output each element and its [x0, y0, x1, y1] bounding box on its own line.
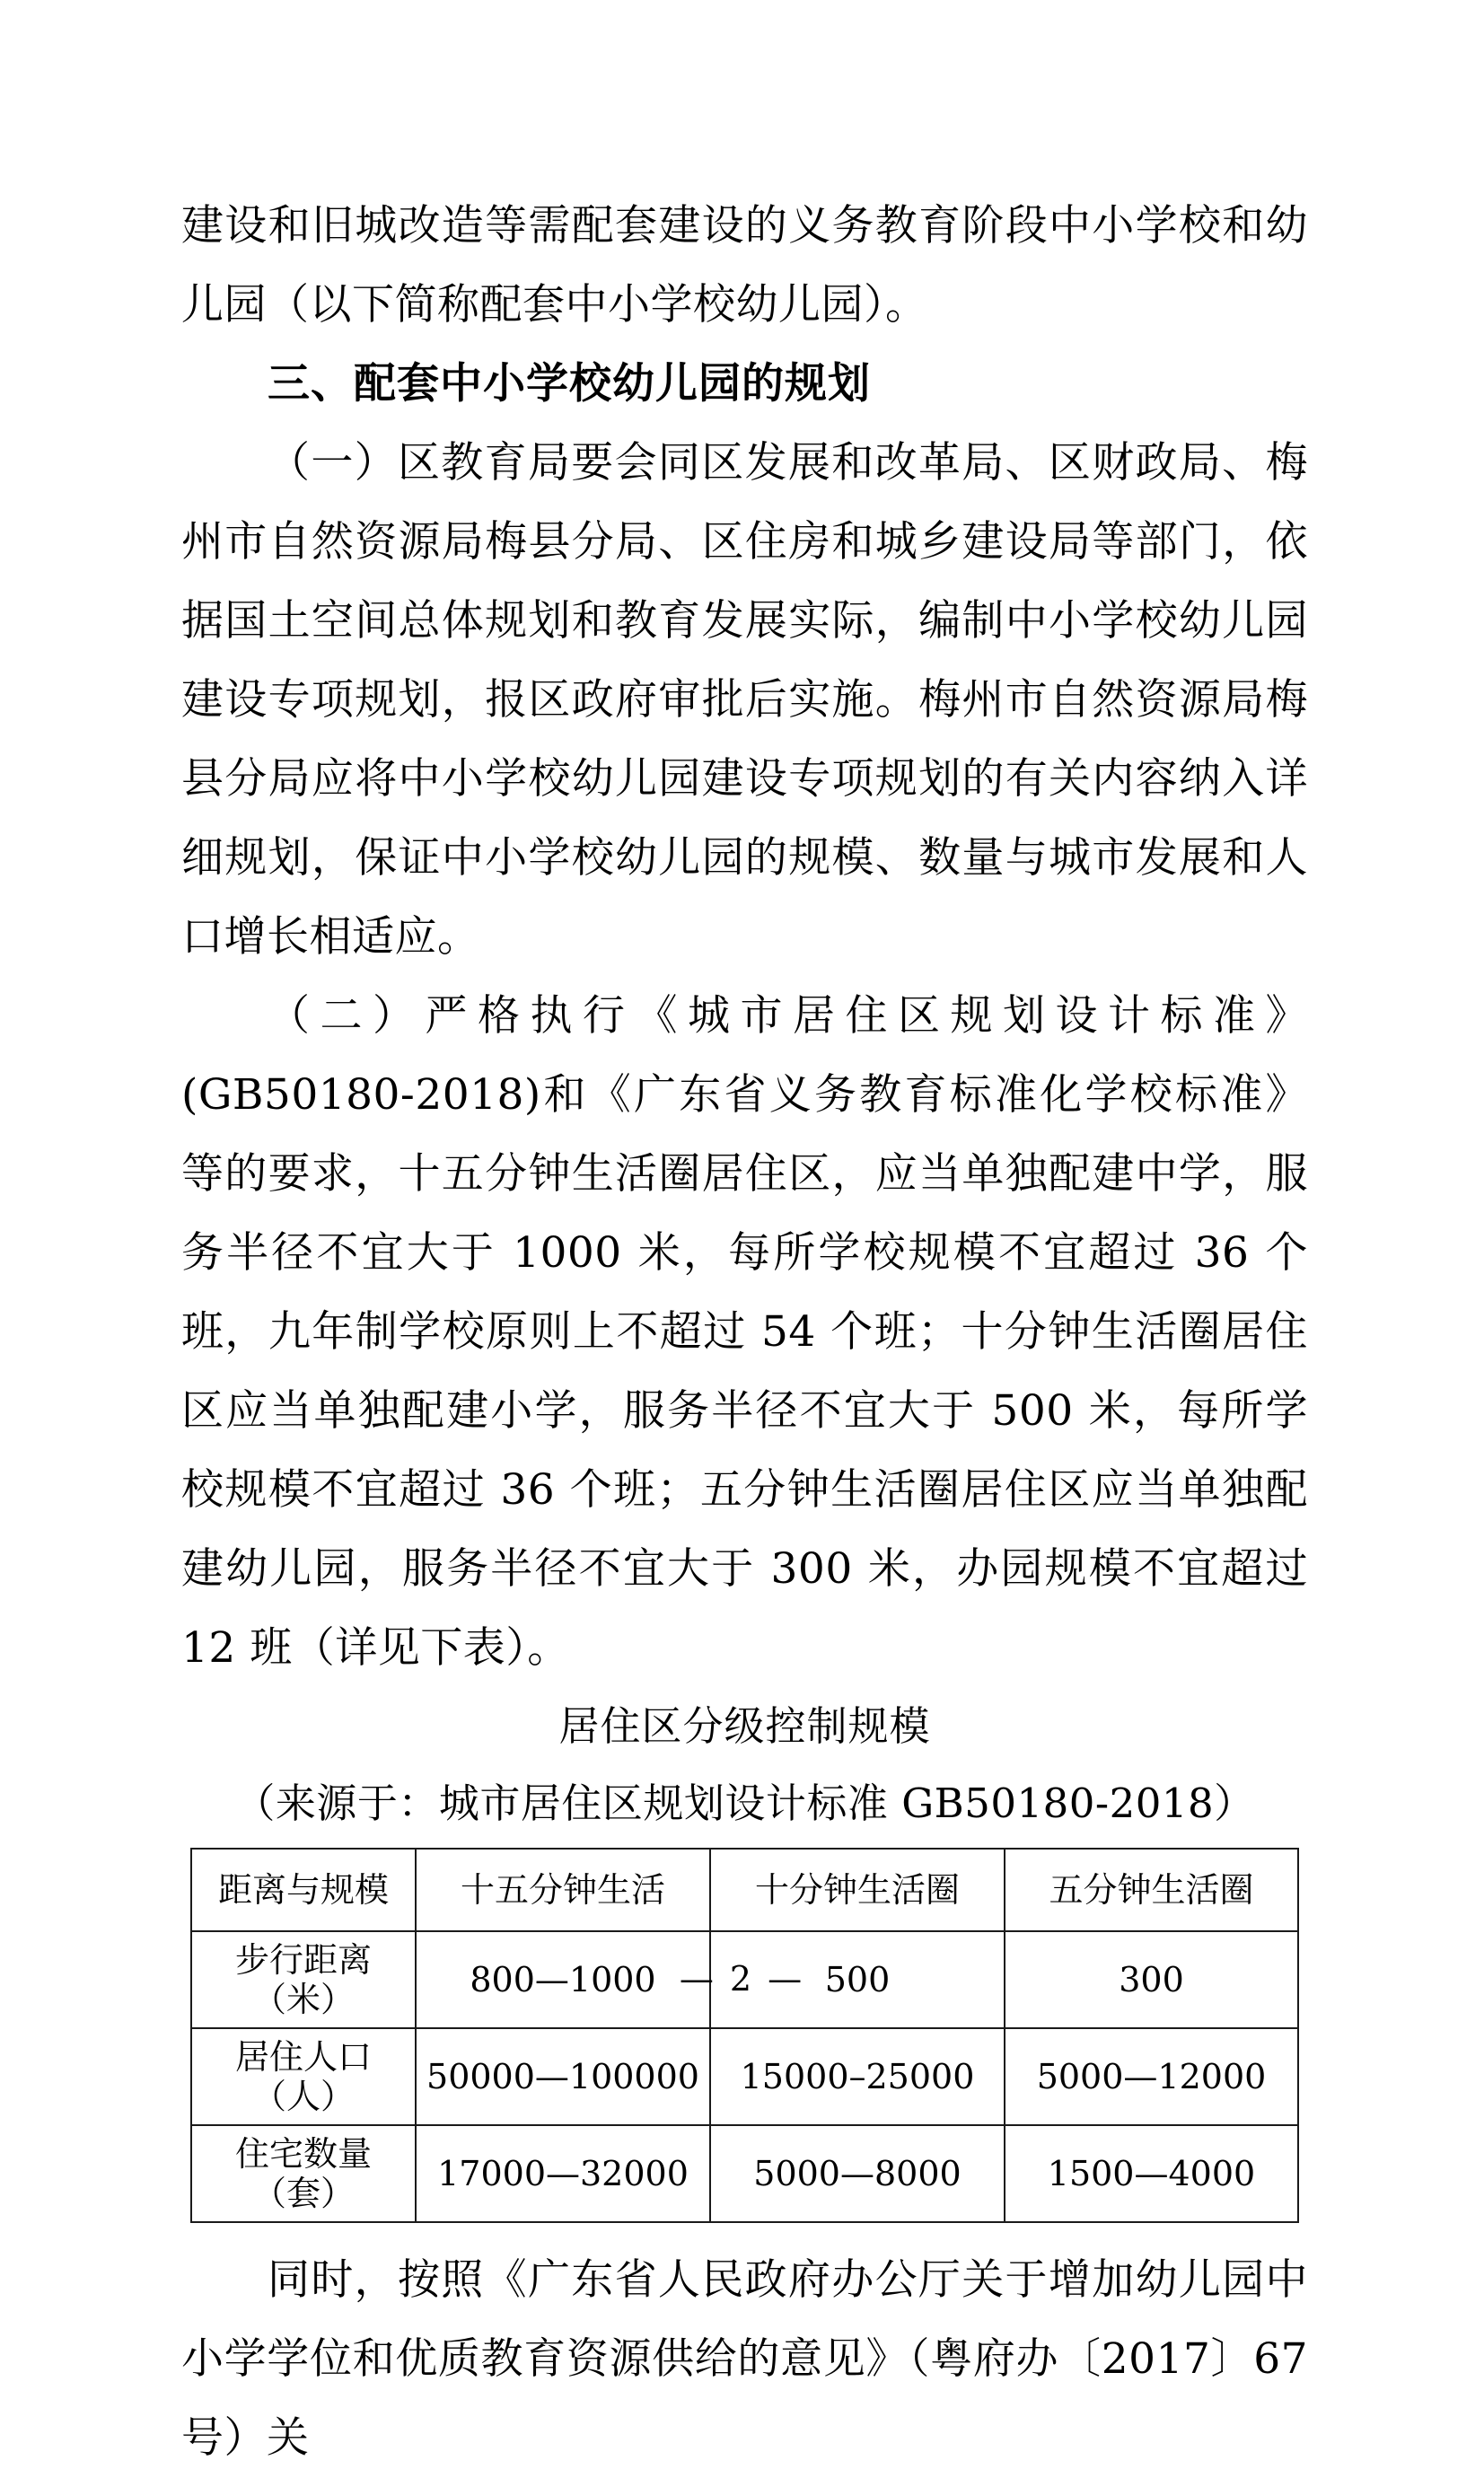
table-cell: 300: [1005, 1931, 1298, 2028]
residential-scale-table: [190, 1848, 1299, 2223]
table-source-note: （来源于：城市居住区规划设计标准 GB50180-2018）: [234, 1779, 1255, 1827]
table-cell: 15000–25000: [710, 2028, 1005, 2125]
table-cell: 17000—32000: [416, 2125, 710, 2222]
table-title: 居住区分级控制规模: [558, 1702, 931, 1750]
paragraph-item-two: （二）严格执行《城市居住区规划设计标准》(GB50180-2018)和《广东省义务教育标准化学校标准》等的要求，十五分钟生活圈居住区，应当单独配建中学，服务半径不宜大于 1000 米，每所学校规模不宜超过 36 个班，九年制学校原则上不超过 54 个班；十分钟生活圈居住区应当单独配建小学，服务半径不宜大于 500 米，每所学校规模不宜超过 36 个班；五分钟生活圈居住区应当单独配建幼儿园，服务半径不宜大于 300 米，办园规模不宜超过 12 班（详见下表）。: [181, 991, 1308, 1673]
table-cell: 5000—8000: [710, 2125, 1005, 2222]
table-cell: 5000—12000: [1005, 2028, 1298, 2125]
table-row-label: 居住人口（人）: [191, 2028, 416, 2125]
table-row-label: 步行距离（米）: [191, 1931, 416, 2028]
paragraph-item-one: （一）区教育局要会同区发展和改革局、区财政局、梅州市自然资源局梅县分局、区住房和城乡建设局等部门，依据国土空间总体规划和教育发展实际，编制中小学校幼儿园建设专项规划，报区政府审批后实施。梅州市自然资源局梅县分局应将中小学校幼儿园建设专项规划的有关内容纳入详细规划，保证中小学校幼儿园的规模、数量与城市发展和人口增长相适应。: [181, 438, 1308, 962]
table-row-label: 住宅数量（套）: [191, 2125, 416, 2222]
table-header-cell-1: 十五分钟生活: [416, 1849, 710, 1931]
page-content: [181, 187, 1308, 2478]
table-cell: 1500—4000: [1005, 2125, 1298, 2222]
table-cell: 500: [710, 1931, 1005, 2028]
table-cell: 50000—100000: [416, 2028, 710, 2125]
table-cell: 800—1000: [416, 1931, 710, 2028]
table-header-row: [191, 1849, 1298, 1931]
table-row: [191, 2028, 1298, 2125]
paragraph-closing: 同时，按照《广东省人民政府办公厅关于增加幼儿园中小学学位和优质教育资源供给的意见》（粤府办〔2017〕67 号）关: [181, 2255, 1308, 2463]
table-header-cell-0: 距离与规模: [191, 1849, 416, 1931]
table-header-cell-3: 五分钟生活圈: [1005, 1849, 1298, 1931]
section-heading: 三、配套中小学校幼儿园的规划: [268, 359, 871, 409]
paragraph-continued: 建设和旧城改造等需配套建设的义务教育阶段中小学校和幼儿园（以下简称配套中小学校幼儿园）。: [181, 201, 1308, 330]
page-number: — 2 —: [679, 1959, 805, 1999]
table-bottom-spacer: [181, 2227, 1308, 2241]
table-header-cell-2: 十分钟生活圈: [710, 1849, 1005, 1931]
table-row: [191, 2125, 1298, 2222]
